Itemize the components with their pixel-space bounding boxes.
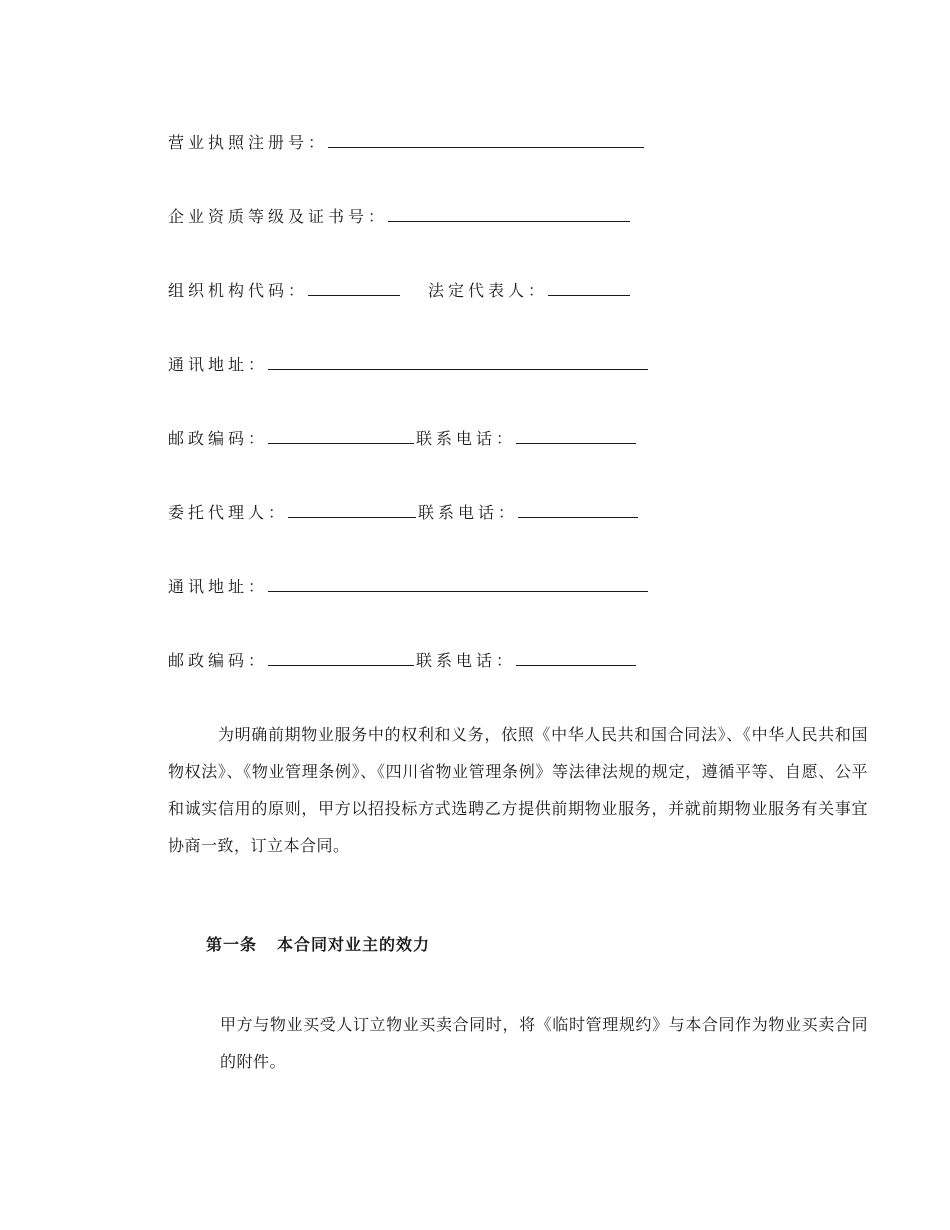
phone-blank-3[interactable] [516,651,636,666]
license-number-label: 营业执照注册号： [168,133,329,152]
address-blank-2[interactable] [268,577,648,592]
article-1-heading [206,932,430,955]
qualification-row [168,207,632,227]
org-code-row [168,281,632,301]
license-number-row [168,133,646,153]
qualification-blank[interactable] [388,207,630,222]
org-code-label: 组织机构代码： [168,281,309,300]
address-label-2: 通讯地址： [168,577,269,596]
org-code-blank[interactable] [308,281,400,296]
article-1-number: 第一条 [206,935,258,954]
agent-label: 委托代理人： [168,503,289,522]
qualification-label: 企业资质等级及证书号： [168,207,389,226]
address-row-2 [168,577,650,597]
postcode-row-1 [168,429,638,449]
agent-row [168,503,640,523]
legal-rep-label: 法定代表人： [428,281,549,300]
postcode-blank-2[interactable] [268,651,414,666]
license-number-blank[interactable] [328,133,644,148]
address-row-1 [168,355,650,375]
phone-blank-2[interactable] [518,503,638,518]
legal-rep-blank[interactable] [548,281,630,296]
agent-blank[interactable] [288,503,416,518]
postcode-blank-1[interactable] [268,429,414,444]
address-label-1: 通讯地址： [168,355,269,374]
postcode-label-1: 邮政编码： [168,429,269,448]
postcode-row-2 [168,651,638,671]
phone-label-3: 联系电话： [416,651,517,670]
phone-blank-1[interactable] [516,429,636,444]
phone-label-1: 联系电话： [416,429,517,448]
intro-paragraph: 为明确前期物业服务中的权利和义务，依照《中华人民共和国合同法》、《中华人民共和国物权法》、《物业管理条例》、《四川省物业管理条例》等法律法规的规定，遵循平等、自愿、公平和诚实信用的原则，甲方以招投标方式选聘乙方提供前期物业服务，并就前期物业服务有关事宜协商一致，订立本合同。 [168,725,868,855]
article-1-body: 甲方与物业买受人订立物业买卖合同时，将《临时管理规约》与本合同作为物业买卖合同的附件。 [220,1015,868,1071]
postcode-label-2: 邮政编码： [168,651,269,670]
address-blank-1[interactable] [268,355,648,370]
article-1-title: 本合同对业主的效力 [277,935,431,954]
phone-label-2: 联系电话： [418,503,519,522]
